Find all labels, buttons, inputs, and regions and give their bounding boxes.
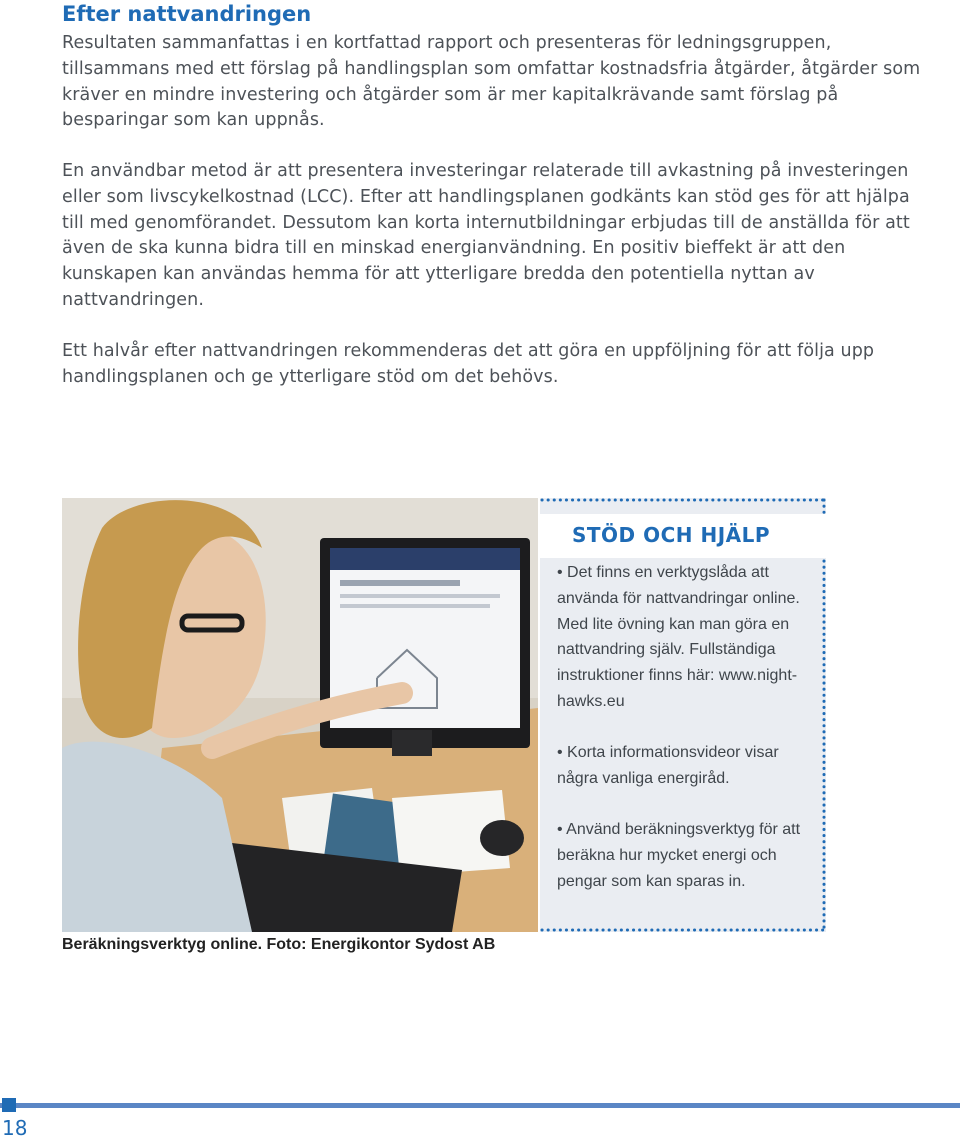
section-heading: Efter nattvandringen [62,2,312,26]
info-item-toolbox: • Det finns en verktygslåda att använda för nattvandringar online. Med lite övning kan man göra en nattvandring själv. Fullständiga instruktioner finns här: www.night-hawks.eu [557,564,800,710]
paragraph-1: Resultaten sammanfattas i en kortfattad rapport och presenteras för ledningsgruppen, tillsammans med ett förslag på handlingsplan som omfattar kostnadsfria åtgärder, åtgärder som kräver en mindre investering och åtgärder som är mer kapitalkrävande samt förslag på besparingar som kan uppnås. [62,33,921,131]
paragraph-2: En användbar metod är att presentera investeringar relaterade till avkastning på investeringen eller som livscykelkostnad (LCC). Efter att handlingsplanen godkänts kan stöd ges för att hjälpa till med genomförandet. Dessutom kan korta internutbildningar erbjudas till de anställda för att även de ska kunna bidra till en minskad energianvändning. En positiv bieffekt är att den kunskapen kan användas hemma för att ytterligare bredda den potentiella nyttan av nattvandringen. [62,161,910,310]
photo-caption: Beräkningsverktyg online. Foto: Energikontor Sydost AB [62,936,496,953]
info-box-title: STÖD OCH HJÄLP [572,523,771,547]
page-number: 18 [2,1116,28,1140]
info-item-calculator: • Använd beräkningsverktyg för att beräkna hur mycket energi och pengar som kan sparas in. [557,821,801,890]
info-item-videos: • Korta informationsvideor visar några vanliga energiråd. [557,744,779,787]
photo-woman-at-computer [62,498,538,932]
footer-marker [2,1098,16,1112]
footer-rule [0,1103,960,1108]
paragraph-3: Ett halvår efter nattvandringen rekommenderas det att göra en uppföljning för att följa upp handlingsplanen och ge ytterligare stöd om det behövs. [62,341,875,387]
